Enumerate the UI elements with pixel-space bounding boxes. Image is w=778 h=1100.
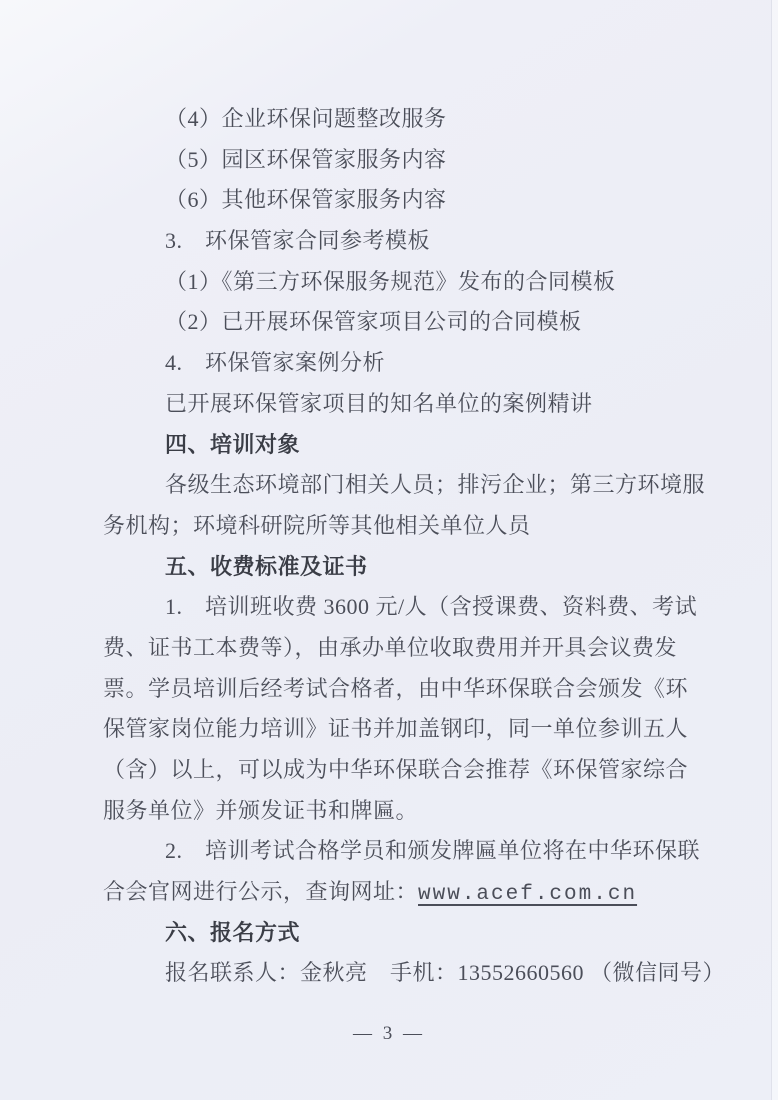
text-line-case-highlights: 已开展环保管家项目的知名单位的案例精讲: [165, 390, 593, 416]
heading-training-targets: 四、培训对象: [165, 431, 301, 457]
text-line-contact-info: 报名联系人：金秋亮 手机：13552660560 （微信同号）: [165, 960, 726, 986]
heading-registration-method: 六、报名方式: [165, 919, 301, 945]
text-line-fees-5: （含）以上，可以成为中华环保联合会推荐《环保管家综合: [103, 757, 689, 782]
scan-edge-artifact: [771, 0, 778, 1100]
text-line-publicity-2: [103, 872, 743, 913]
text-line-fees-3: 票。学员培训后经考试合格者，由中华环保联合会颁发《环: [103, 675, 689, 701]
list-item-corporate-rectification-service: （4）企业环保问题整改服务: [165, 106, 447, 131]
text-line-fees-4: 保管家岗位能力培训》证书并加盖钢印，同一单位参训五人: [103, 716, 689, 742]
text-line-fees-6: 服务单位》并颁发证书和牌匾。: [103, 797, 419, 823]
list-item-case-analysis: 4. 环保管家案例分析: [165, 350, 386, 376]
list-item-park-steward-service: （5）园区环保管家服务内容: [165, 146, 447, 172]
acef-website-url: www.acef.com.cn: [418, 883, 638, 907]
document-body: [103, 99, 743, 994]
text-line-publicity-1: 2. 培训考试合格学员和颁发牌匾单位将在中华环保联: [165, 838, 701, 864]
page-number: — 3 —: [353, 1023, 425, 1044]
publicity-url-label: 合会官网进行公示，查询网址：: [103, 879, 419, 905]
list-item-contract-template-2: （2）已开展环保管家项目公司的合同模板: [165, 309, 582, 335]
list-item-other-steward-service: （6）其他环保管家服务内容: [165, 187, 447, 213]
text-line-fees-1: 1. 培训班收费 3600 元/人（含授课费、资料费、考试: [165, 594, 698, 620]
list-item-contract-templates: 3. 环保管家合同参考模板: [165, 228, 431, 254]
heading-fees-and-certificate: 五、收费标准及证书: [165, 553, 368, 579]
list-item-contract-template-1: （1）《第三方环保服务规范》发布的合同模板: [165, 268, 616, 294]
text-line-targets-2: 务机构；环境科研院所等其他相关单位人员: [103, 512, 531, 538]
text-line-fees-2: 费、证书工本费等），由承办单位收取费用并开具会议费发: [103, 634, 678, 660]
text-line-targets-1: 各级生态环境部门相关人员；排污企业；第三方环境服: [165, 472, 706, 498]
